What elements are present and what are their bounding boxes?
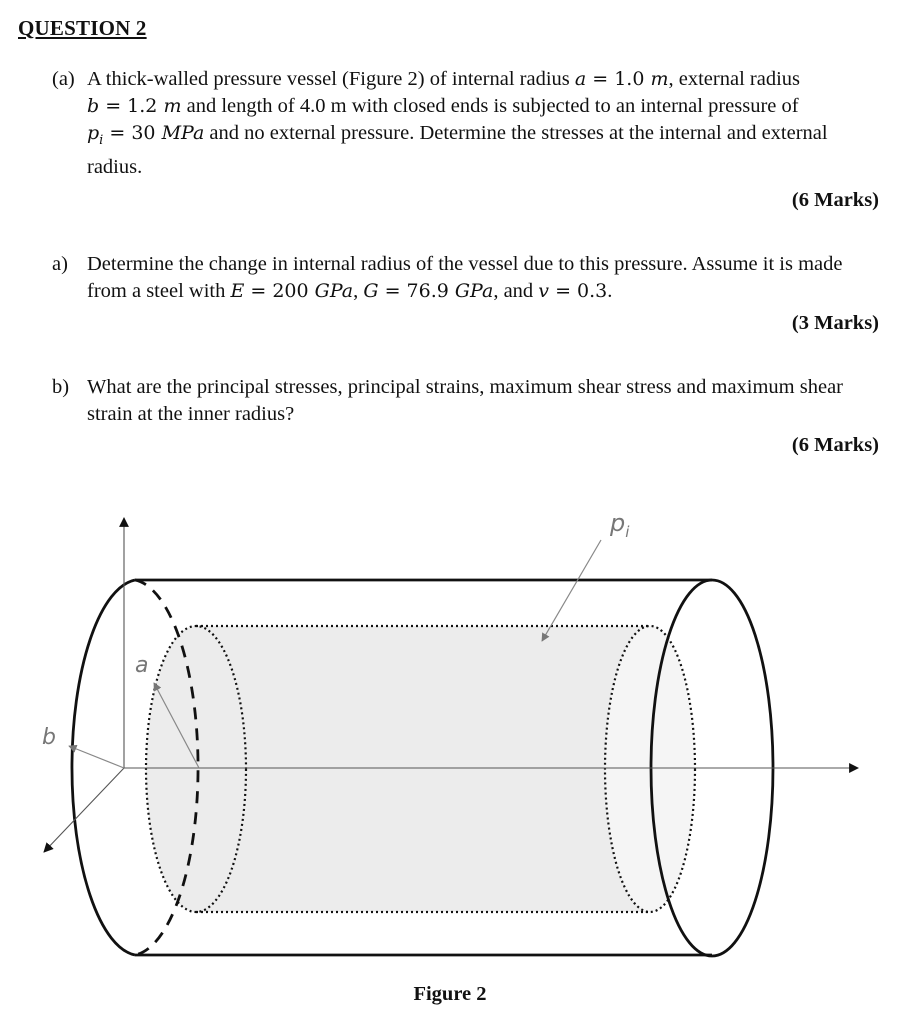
radius-b-arrow bbox=[69, 746, 124, 768]
part-a2-text-3: . bbox=[607, 280, 613, 302]
unit-p: MPa bbox=[161, 122, 205, 144]
part-a-text-4: and no external pressure. Determine the stresses at the internal and external radius. bbox=[87, 122, 828, 179]
part-a-text-3: and length of 4.0 m with closed ends is subjected to an internal pressure of bbox=[181, 95, 799, 117]
value-b: = 1.2 bbox=[99, 95, 164, 117]
part-b-marks: (6 Marks) bbox=[791, 434, 879, 456]
label-b: b bbox=[42, 725, 56, 750]
part-a2-marks: (3 Marks) bbox=[791, 312, 879, 334]
figure-caption: Figure 2 bbox=[413, 983, 487, 1005]
part-a-label: (a) bbox=[52, 68, 75, 90]
symbol-p: p bbox=[87, 122, 100, 144]
symbol-a: a bbox=[574, 68, 587, 90]
unit-G: GPa bbox=[454, 280, 494, 302]
value-p: = 30 bbox=[103, 122, 162, 144]
question-part-b bbox=[52, 374, 882, 428]
label-pi-subscript: i bbox=[625, 523, 630, 541]
unit-b: m bbox=[163, 95, 182, 117]
symbol-b: b bbox=[87, 95, 100, 117]
part-a-marks: (6 Marks) bbox=[791, 189, 879, 211]
symbol-E: E bbox=[230, 280, 245, 302]
label-a: a bbox=[135, 653, 149, 678]
part-a-text-2: , external radius bbox=[668, 68, 801, 90]
pressure-vessel-figure bbox=[0, 500, 900, 970]
question-part-a2 bbox=[52, 251, 882, 305]
label-pi bbox=[609, 509, 630, 541]
part-a2-text-2: , and bbox=[493, 280, 539, 302]
value-v: = 0.3 bbox=[549, 280, 608, 302]
part-a2-text-1: Determine the change in internal radius of the vessel due to this pressure. Assume it is made from a steel with bbox=[87, 253, 843, 302]
symbol-G: G bbox=[363, 280, 379, 302]
value-a: = 1.0 bbox=[586, 68, 651, 90]
value-G: = 76.9 bbox=[378, 280, 455, 302]
question-part-a bbox=[52, 66, 882, 181]
symbol-v: v bbox=[538, 280, 550, 302]
depth-axis bbox=[44, 768, 124, 852]
part-a2-label: a) bbox=[52, 253, 68, 275]
part-a2-text bbox=[87, 251, 882, 305]
symbol-p-subscript: i bbox=[99, 133, 104, 149]
label-pi-main: p bbox=[610, 509, 626, 537]
part-b-label: b) bbox=[52, 376, 70, 398]
part-b-text: What are the principal stresses, principal strains, maximum shear stress and maximum shear strain at the inner radius? bbox=[87, 376, 844, 425]
value-E: = 200 bbox=[244, 280, 315, 302]
separator-comma: , bbox=[353, 280, 364, 302]
unit-a: m bbox=[650, 68, 669, 90]
part-a-text-1: A thick-walled pressure vessel (Figure 2) of internal radius bbox=[87, 68, 575, 90]
unit-E: GPa bbox=[314, 280, 354, 302]
part-a-text bbox=[87, 66, 882, 181]
question-title: QUESTION 2 bbox=[18, 16, 147, 40]
